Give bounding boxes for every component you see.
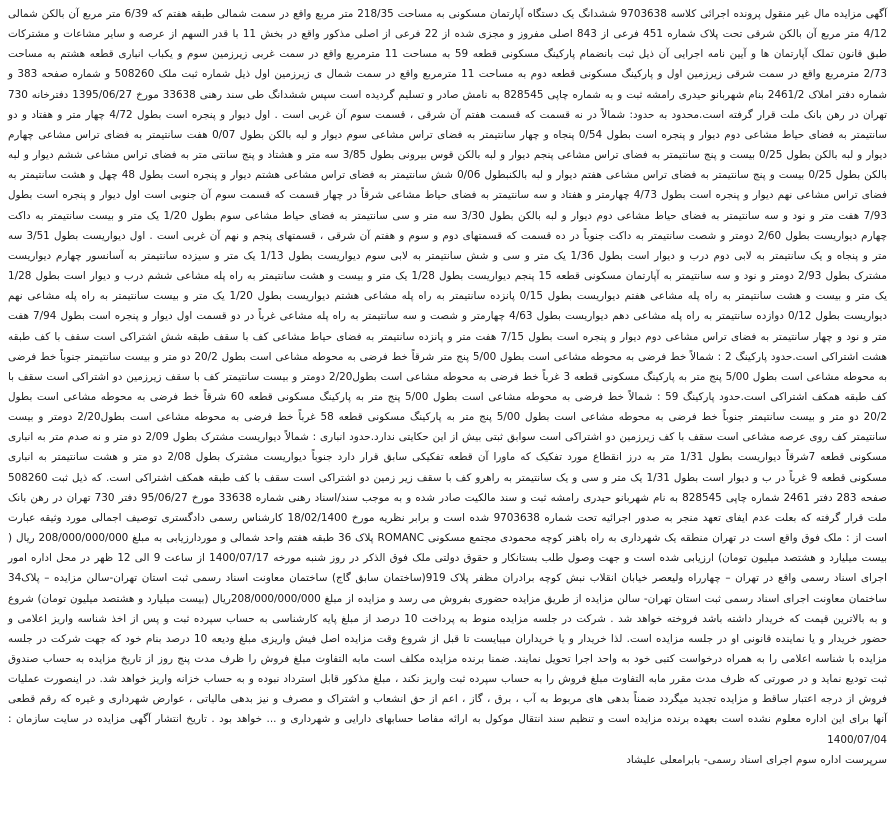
notice-body: آگهی مزایده مال غیر منقول پرونده اجرائی کلاسه 9703638 ششدانگ یک دستگاه آپارتمان مسکونی به مساحت 218/35 متر مربع واقع در سمت شمالی طبقه هفتم که 6/39 متر مربع آن بالکن شمالی 4/12 متر مربع آن بالکن شرقی تحت پلاک شماره 451 فرعی از 843 اصلی مفروز و مجزی شده از 22 فرعی از اصلی مذکور واقع در بخش 11 با قدر السهم از عرصه و سایر مشاعات و مشترکات طبق قانون تملک آپارتمان ها و آیین نامه اجرایی آن ذیل ثبت بانضمام پارکینگ مسکونی قطعه 59 به مساحت 11 مترمربع واقع در سمت غربی زیرزمین سوم و یکباب انباری قطعه هشتم به مساحت 2/73 مترمربع واقع در سمت شرقی زیرزمین اول و پارکینگ مسکونی قطعه دوم به مساحت 11 مترمربع واقع در سمت شمال ی زیرزمین اول ذیل شماره ثبت ملک 508260 و شماره صفحه 383 و شماره دفتر املاک 2461/2 بنام شهربانو حیدری رامشه ثبت و به شماره چاپی 828545 به نامش صادر و تسلیم گردیده است سپس ششدانگ طی سند رهنی 33638 مورخ 1395/06/27 دفترخانه 730 تهران در رهن بانک ملت قرار گرفته است.محدود به حدود: شمالاً در نه قسمت که قسمت هفتم آن شرقی ، قسمت سوم آن غربی است . اول دیوار و پنجره است بطول 4/72 چهار متر و هفتاد و دو سانتیمتر به فضای حیاط مشاعی دوم دیوار و پنجره است بطول 0/54 پنجاه و چهار سانتیمتر به فضای تراس مشاعی سوم دیوار و لبه بالکن بطول 0/07 هفت سانتیمتر به فضای تراس مشاعی چهارم دیوار و لبه بالکن بطول 0/25 بیست و پنج سانتیمتر به فضای تراس مشاعی پنجم دیوار و لبه بالکن قوس بیرونی بطول 3/85 سه متر و هشتاد و پنج سانتی متر به فضای تراس مشاعی ششم دیوار و لبه بالکن بطول 0/25 بیست و پنج سانتیمتر به فضای تراس مشاعی هفتم دیوار و لبه بالکنبطول 0/06 شش سانتیمتر به فضای تراس مشاعی هشتم دیوار و پنجره است بطول 48 چهل و هشت سانتیمتر به فضای تراس مشاعی نهم دیوار و پنجره است بطول 4/73 چهارمتر و هفتاد و سه سانتیمتر به فضای حیاط مشاعی شرقاً در چهار قسمت که قسمت سوم آن جنوبی است اول دیوار و پنجره است بطول 7/93 هفت متر و نود و سه سانتیمتر به فضای حیاط مشاعی دوم دیوار و لبه بالکن بطول 3/30 سه متر و سی سانتیمتر به فضای حیاط مشاعی سوم بطول 1/20 یک متر و بیست سانتیمتر به داکت چهارم دیواریست بطول 2/60 دومتر و شصت سانتیمتر به داکت جنوباً در ده قسمت که قسمتهای دوم و سوم و هفتم آن شرقی ، قسمتهای پنجم و نهم آن غربی است . اول دیواریست بطول 3/51 سه متر و پنجاه و یک سانتیمتر به لابی دوم درب و دیوار است بطول 1/36 یک متر و سی و شش سانتیمتر به لابی سوم دیواریست بطول 1/13 یک متر و سیزده سانتیمتر به آسانسور چهارم دیواریست مشترک بطول 2/93 دومتر و نود و سه سانتیمتر به آپارتمان مسکونی قطعه 15 پنجم دیواریست بطول 1/28 یک متر و بیست و هشت سانتیمتر به راه پله مشاعی ششم درب و دیوار است بطول 1/28 یک متر و بیست و هشت سانتیمتر به راه پله مشاعی هفتم دیواریست بطول 0/15 پانزده سانتیمتر به راه پله مشاعی هشتم دیواریست بطول 1/20 یک متر و بیست سانتیمتر به راه پله مشاعی نهم دیواریست بطول 0/12 دوازده سانتیمتر به راه پله مشاعی دهم دیواریست بطول 4/63 چهارمتر و شصت و سه سانتیمتر به راه پله مشاعی غرباً در دو قسمت اول دیوار و پنجره است بطول 7/94 هفت متر و نود و چهار سانتیمتر به فضای تراس مشاعی دوم دیوار و پنجره است بطول 7/15 هفت متر و پانزده سانتیمتر به فضای حیاط مشاعی کف با سقف طبقه شش اشتراکی است سقف با کف طبقه هشت اشتراکی است.حدود پارکینگ 2 : شمالاً خط فرضی به محوطه مشاعی است بطول 5/00 پنج متر شرقاً خط فرضی به محوطه مشاعی است بطول 20/2 دو متر و بیست سانتیمتر جنوباً خط فرضی به محوطه مشاعی است بطول 5/00 پنج متر به پارکینگ مسکونی قطعه 3 غرباً خط فرضی به محوطه مشاعی است بطول2/20 دومتر و بیست سانتیمتر کف با سقف زیرزمین دو اشتراکی است سقف با کف طبقه همکف اشتراکی است.حدود پارکینگ 59 : شمالاً خط فرضی به محوطه مشاعی است بطول 5/00 پنج متر به پارکینگ مسکونی قطعه 60 شرقاً خط فرضی به محوطه مشاعی است بطول 20/2 دو متر و بیست سانتیمتر جنوباً خط فرضی به محوطه مشاعی است بطول 5/00 پنج متر به پارکینگ مسکونی قطعه 58 غرباً خط فرضی به محوطه مشاعی است بطول2/20 دومتر و بیست سانتیمتر کف روی عرصه مشاعی است سقف با کف زیرزمین دو اشتراکی است سوابق ثبتی بیش از این حکایتی ندارد.حدود انباری : شمالاً دیواریست مشترک بطول 2/09 دو متر و نه صدم متر به انباری مسکونی قطعه 7شرقاً دیواریست بطول 1/31 متر به درز انقطاع مورد تفکیک که ماورا آن قطعه تفکیکی سابق قرار دارد جنوباً دیواریست مشترک بطول 2/08 دو متر و هشت سانتیمتر به انباری مسکونی قطعه 9 غرباً در ب و دیوار است بطول 1/31 یک متر و سی و یک سانتیمتر به راهرو کف با سقف زیر زمین دو اشتراکی است سقف با کف طبقه همکف اشتراکی است. که ذیل ثبت 508260 صفحه 283 دفتر 2461 شماره چاپی 828545 به نام شهربانو حیدری رامشه ثبت و سند مالکیت صادر شده و به موجب سند/اسناد رهنی شماره 33638 مورخ 95/06/27 دفتر 730 تهران در رهن بانک ملت قرار گرفته که بعلت عدم ایفای تعهد منجر به صدور اجرائیه تحت شماره 9703638 شده است و برابر نظریه مورخ 18/02/1400 کارشناس رسمی دادگستری توصیف اجمالی مورد وثیقه عبارت است از : ملک فوق واقع است در تهران منطقه یک شهرداری به راه باهنر کوچه محمودی مجتمع مسکونی ROMANC پلاک 36 طبقه هفتم واحد شمالی و موردارزیابی به مبلغ 208/000/000/000 ریال ( بیست میلیارد و هشتصد میلیون تومان) ارزیابی شده است و جهت وصول طلب بستانکار و حقوق دولتی ملک فوق الذکر در روز شنبه مورخه 1400/07/17 از ساعت 9 الی 12 ظهر در محل اداره امور اجرای اسناد رسمی واقع در تهران – چهارراه ولیعصر خیابان انقلاب نبش کوچه برادران مظفر پلاک 919(ساختمان سابق گاج) ساختمان معاونت اسناد رسمی ثبت استان تهران-سالن مزایده – پلاک34 ساختمان معاونت اجرای اسناد رسمی ثبت استان تهران- سالن مزایده از طریق مزایده حضوری بفروش می رسد و مزایده از مبلغ 208/000/000/000ریال (بیست میلیارد و هشتصد میلیون تومان) شروع و به بالاترین قیمت که خریدار داشته باشد فروخته خواهد شد . شرکت در جلسه مزایده منوط به پرداخت 10 درصد از مبلغ پایه کارشناسی به حساب سپرده ثبت و پس از اخذ شناسه واریز اعلامی و حضور خریدار و یا نماینده قانونی او در جلسه مزایده است. لذا خریدار و یا خریداران میبایست تا قبل از شروع وقت مزایده اصل فیش واریزی مبلغ ودیعه 10 درصد بنام خود که جهت شرکت در جلسه مزایده با شناسه اعلامی را به همراه درخواست کتبی خود به واحد اجرا تحویل نمایند. ضمنا برنده مزایده مکلف است مابه التفاوت مبلغ فروش را ظرف مدت پنج روز از تاریخ مزایده به حساب صندوق ثبت تودیع نماید و در صورتی که ظرف مدت مقرر مابه التفاوت مبلغ فروش را به حساب سپرده ثبت واریز نکند ، مبلغ مذکور قابل استرداد نبوده و به حساب خزانه واریز خواهد شد. در اینصورت عملیات فروش از درجه اعتبار ساقط و مزایده تجدید میگردد ضمناً بدهی های مربوط به آب ، برق ، گاز ، اعم از حق انشعاب و اشتراک و مصرف و نیز بدهی مالیاتی ، عوارض شهرداری و غیره که رقم قطعی آنها برای این اداره معلوم نشده است بعهده برنده مزایده است و تنظیم سند انتقال موکول به ارائه مفاصا حسابهای دارایی و شهرداری و ... خواهد بود . تاریخ انتشار آگهی مزایده در سایت سازمان : 1400/07/04 xyxy=(8,8,888,746)
signature-line: سرپرست اداره سوم اجرای اسناد رسمی- بابرامعلی علیشاد xyxy=(626,753,887,766)
